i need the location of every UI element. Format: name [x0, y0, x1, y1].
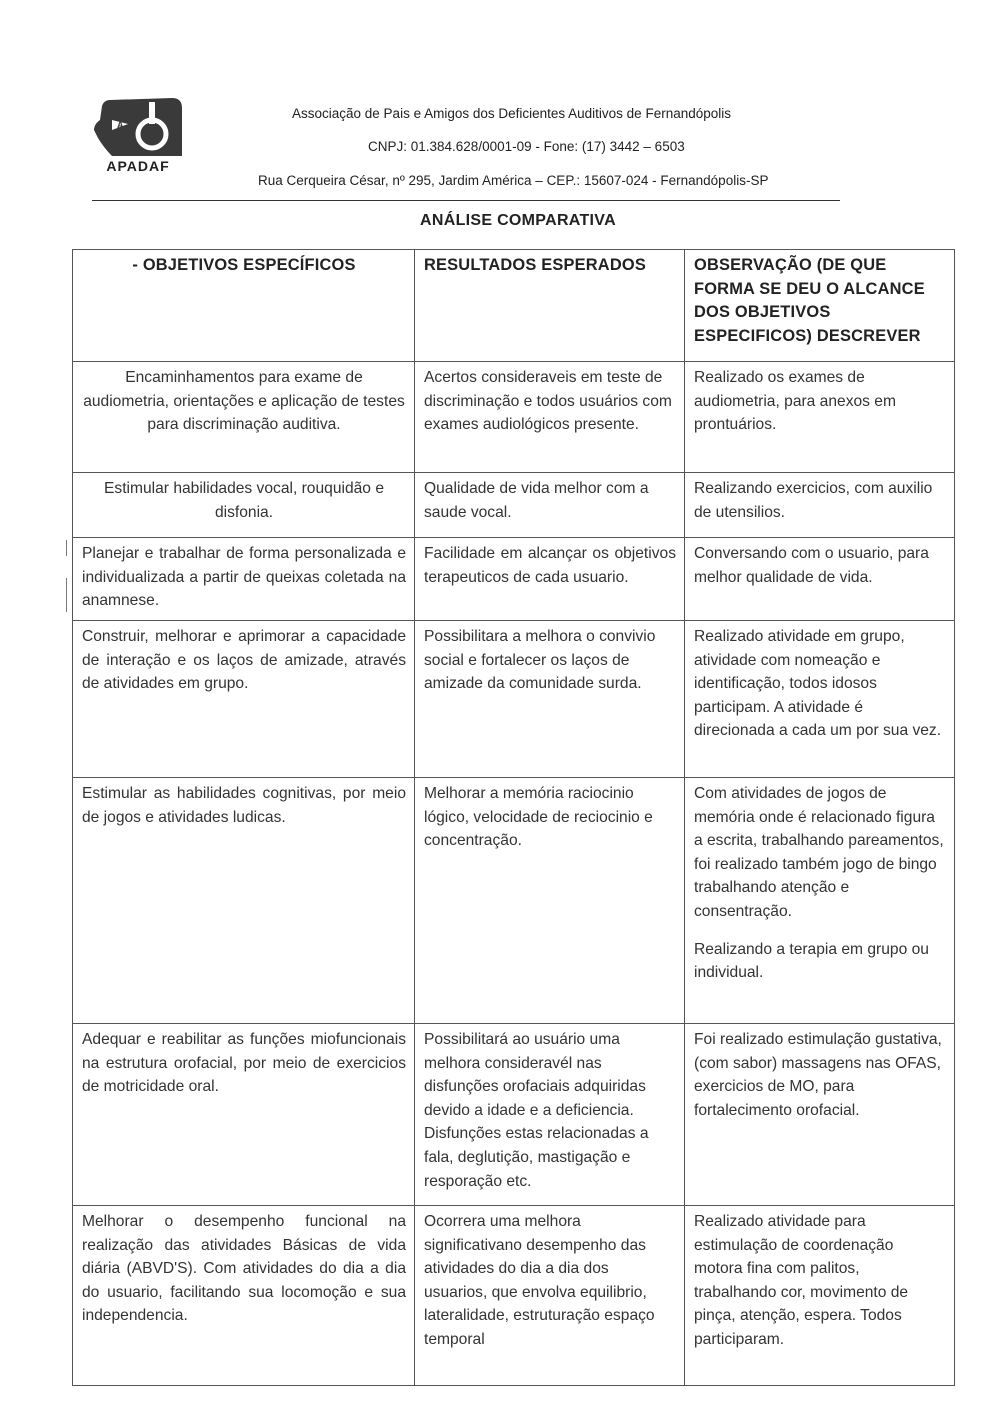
document-title: ANÁLISE COMPARATIVA [420, 212, 616, 229]
cell-observacao: Realizado os exames de audiometria, para anexos em prontuários. [685, 362, 955, 473]
cell-resultado: Qualidade de vida melhor com a saude vocal. [415, 473, 685, 538]
cell-objetivo: Construir, melhorar e aprimorar a capacidade de interação e os laços de amizade, através de atividades em grupo. [73, 621, 415, 778]
cell-resultado: Possibilitara a melhora o convivio social e fortalecer os laços de amizade da comunidade surda. [415, 621, 685, 778]
cell-observacao: Realizado atividade para estimulação de coordenação motora fina com palitos, trabalhando cor, movimento de pinça, atenção, espera. Todos participaram. [685, 1206, 955, 1386]
apadaf-logo [92, 94, 184, 174]
header-org-name: Associação de Pais e Amigos dos Deficientes Auditivos de Fernandópolis [292, 106, 732, 121]
header-address: Rua Cerqueira César, nº 295, Jardim América – CEP.: 15607-024 - Fernandópolis-SP [258, 173, 769, 188]
observacao-paragraph: Realizando a terapia em grupo ou individual. [694, 940, 929, 982]
cell-resultado: Melhorar a memória raciocinio lógico, velocidade de reciocinio e concentração. [415, 778, 685, 1024]
svg-text:A: A [117, 120, 124, 130]
table-row [73, 1206, 955, 1386]
table-row [73, 1024, 955, 1206]
cell-resultado: Acertos consideraveis em teste de discriminação e todos usuários com exames audiológicos presente. [415, 362, 685, 473]
scan-artifact [66, 540, 67, 556]
cell-objetivo: Estimular as habilidades cognitivas, por meio de jogos e atividades ludicas. [73, 778, 415, 1024]
scan-artifact [66, 578, 67, 612]
cell-objetivo: Adequar e reabilitar as funções miofuncionais na estrutura orofacial, por meio de exercicios de motricidade oral. [73, 1024, 415, 1206]
table-header-row [73, 250, 955, 362]
cell-resultado: Ocorrera uma melhora significativano desempenho das atividades do dia a dia dos usuarios, que envolva equilibrio, lateralidade, estruturação espaço temporal [415, 1206, 685, 1386]
cell-resultado: Possibilitará ao usuário uma melhora consideravél nas disfunções orofaciais adquiridas devido a idade e a deficiencia. Disfunções estas relacionadas a fala, deglutição, mastigação e resporação etc. [415, 1024, 685, 1206]
logo-text: APADAF [106, 158, 170, 174]
cell-observacao: Foi realizado estimulação gustativa, (com sabor) massagens nas OFAS, exercicios de MO, para fortalecimento orofacial. [685, 1024, 955, 1206]
comparative-analysis-table [72, 249, 954, 1348]
cell-resultado: Facilidade em alcançar os objetivos terapeuticos de cada usuario. [415, 538, 685, 621]
cell-observacao: Realizado atividade em grupo, atividade com nomeação e identificação, todos idosos participam. A atividade é direcionada a cada um por sua vez. [685, 621, 955, 778]
cell-objetivo: Encaminhamentos para exame de audiometria, orientações e aplicação de testes para discriminação auditiva. [73, 362, 415, 473]
header-resultados: RESULTADOS ESPERADOS [415, 250, 685, 362]
table-row [73, 362, 955, 473]
table-row [73, 473, 955, 538]
table-row [73, 538, 955, 621]
header-objetivos: - OBJETIVOS ESPECÍFICOS [73, 250, 415, 362]
cell-objetivo: Planejar e trabalhar de forma personalizada e individualizada a partir de queixas coletada na anamnese. [73, 538, 415, 621]
table-row [73, 621, 955, 778]
header-divider [92, 200, 840, 201]
header-observacao: OBSERVAÇÃO (DE QUE FORMA SE DEU O ALCANCE DOS OBJETIVOS ESPECIFICOS) DESCREVER [685, 250, 955, 362]
ear-logo-icon [92, 94, 184, 160]
cell-objetivo: Estimular habilidades vocal, rouquidão e disfonia. [73, 473, 415, 538]
cell-observacao: Conversando com o usuario, para melhor qualidade de vida. [685, 538, 955, 621]
table-row [73, 778, 955, 1024]
observacao-paragraph: Com atividades de jogos de memória onde é relacionado figura a escrita, trabalhando pareamentos, foi realizado também jogo de bingo trabalhando atenção e consentração. [694, 785, 944, 920]
cell-objetivo: Melhorar o desempenho funcional na realização das atividades Básicas de vida diária (ABVD'S). Com atividades do dia a dia do usuario, facilitando sua locomoção e sua independencia. [73, 1206, 415, 1386]
cell-observacao [685, 778, 955, 1024]
cell-observacao: Realizando exercicios, com auxilio de utensilios. [685, 473, 955, 538]
header-cnpj-phone: CNPJ: 01.384.628/0001-09 - Fone: (17) 3442 – 6503 [368, 139, 685, 154]
